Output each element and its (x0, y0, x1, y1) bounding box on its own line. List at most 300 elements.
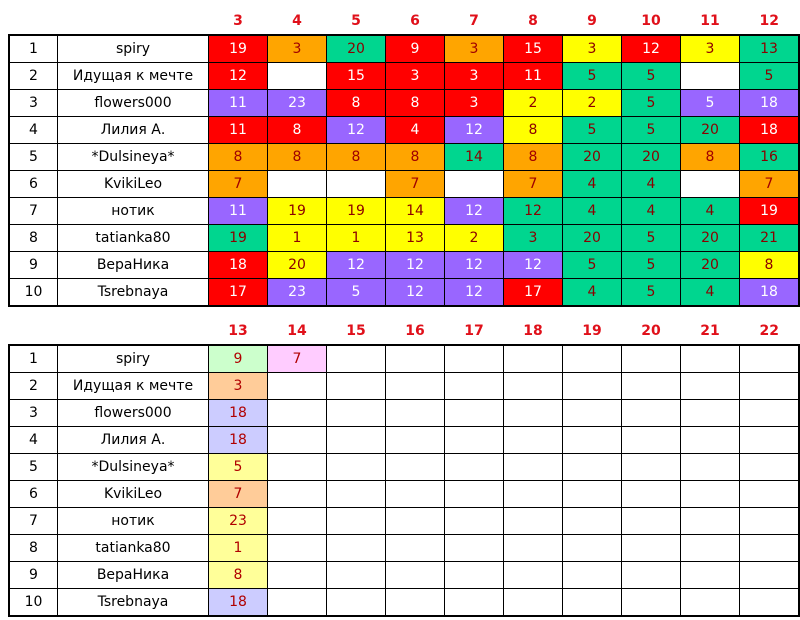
score-cell (327, 427, 386, 454)
score-cell (445, 90, 504, 117)
score-cell (209, 63, 268, 90)
score-cell (386, 252, 445, 279)
score-value: 7 (233, 176, 243, 192)
score-value: 5 (646, 68, 656, 84)
row-number: 1 (9, 35, 58, 63)
score-value: 8 (528, 122, 538, 138)
score-cell (563, 90, 622, 117)
score-cell (268, 400, 327, 427)
score-value: 12 (465, 122, 483, 138)
header-spacer (58, 318, 209, 345)
score-value: 20 (288, 257, 306, 273)
score-cell (504, 198, 563, 225)
score-cell (386, 400, 445, 427)
round-header: 7 (469, 13, 479, 29)
score-value: 8 (233, 567, 243, 583)
score-cell (327, 252, 386, 279)
table-row (9, 535, 799, 562)
table-row (9, 400, 799, 427)
score-cell (740, 481, 800, 508)
row-number: 1 (9, 345, 58, 373)
score-value: 3 (469, 95, 479, 111)
score-value: 12 (524, 203, 542, 219)
score-cell (386, 481, 445, 508)
score-cell (740, 198, 800, 225)
score-cell (268, 144, 327, 171)
score-value: 23 (288, 95, 306, 111)
score-value: 18 (229, 594, 247, 610)
score-cell (563, 427, 622, 454)
participant-name: tatianka80 (58, 535, 209, 562)
score-cell (681, 198, 740, 225)
score-value: 8 (705, 149, 715, 165)
score-cell (681, 535, 740, 562)
round-header: 6 (410, 13, 420, 29)
score-cell (209, 198, 268, 225)
score-value: 20 (347, 41, 365, 57)
score-cell (740, 171, 800, 198)
table-row (9, 252, 799, 279)
score-value: 3 (292, 41, 302, 57)
score-value: 8 (292, 122, 302, 138)
participant-name: Лилия А. (58, 427, 209, 454)
score-value: 3 (705, 41, 715, 57)
score-cell (504, 589, 563, 617)
score-cell (386, 589, 445, 617)
score-cell (268, 198, 327, 225)
score-cell (504, 345, 563, 373)
participant-name: KvikiLeo (58, 481, 209, 508)
score-cell (740, 345, 800, 373)
score-value: 5 (587, 68, 597, 84)
score-value: 2 (587, 95, 597, 111)
score-value: 18 (229, 432, 247, 448)
participant-name: Идущая к мечте (58, 63, 209, 90)
score-cell (209, 171, 268, 198)
score-cell (327, 481, 386, 508)
round-header: 12 (759, 13, 779, 29)
score-cell (740, 252, 800, 279)
score-cell (622, 562, 681, 589)
score-value: 8 (528, 149, 538, 165)
score-cell (445, 279, 504, 307)
participants-body (9, 345, 799, 616)
table-row (9, 481, 799, 508)
score-cell (504, 144, 563, 171)
score-value: 7 (410, 176, 420, 192)
score-value: 3 (410, 68, 420, 84)
row-number: 10 (9, 589, 58, 617)
score-value: 5 (646, 257, 656, 273)
participant-name: Tsrebnaya (58, 279, 209, 307)
score-cell (622, 427, 681, 454)
score-cell (622, 63, 681, 90)
score-cell (386, 279, 445, 307)
score-value: 12 (465, 203, 483, 219)
score-cell (327, 454, 386, 481)
score-value: 19 (288, 203, 306, 219)
score-cell (622, 252, 681, 279)
score-cell (563, 562, 622, 589)
score-value: 9 (410, 41, 420, 57)
score-cell (268, 508, 327, 535)
round-header: 13 (228, 323, 248, 339)
score-cell (563, 225, 622, 252)
score-value: 21 (760, 230, 778, 246)
score-value: 3 (587, 41, 597, 57)
score-cell (327, 171, 386, 198)
header-spacer (9, 318, 58, 345)
score-cell (386, 171, 445, 198)
score-cell (563, 198, 622, 225)
score-cell (563, 508, 622, 535)
participants-body (9, 35, 799, 306)
score-cell (209, 252, 268, 279)
score-value: 20 (701, 257, 719, 273)
score-cell (504, 252, 563, 279)
score-value: 8 (351, 149, 361, 165)
row-number: 9 (9, 252, 58, 279)
participant-name: flowers000 (58, 400, 209, 427)
score-cell (209, 117, 268, 144)
score-cell (563, 279, 622, 307)
score-value: 4 (646, 203, 656, 219)
scores-table-rounds-3-12 (8, 8, 800, 307)
participant-name: Идущая к мечте (58, 373, 209, 400)
table-row (9, 562, 799, 589)
table-row (9, 373, 799, 400)
round-header: 20 (641, 323, 661, 339)
score-cell (268, 535, 327, 562)
score-cell (445, 400, 504, 427)
score-cell (563, 400, 622, 427)
score-value: 8 (410, 149, 420, 165)
score-cell (268, 562, 327, 589)
score-value: 3 (469, 68, 479, 84)
score-cell (209, 225, 268, 252)
table-row (9, 225, 799, 252)
score-cell (445, 427, 504, 454)
score-cell (445, 562, 504, 589)
score-cell (740, 589, 800, 617)
score-value: 8 (292, 149, 302, 165)
score-cell (445, 535, 504, 562)
score-cell (445, 252, 504, 279)
score-cell (740, 454, 800, 481)
score-cell (681, 562, 740, 589)
score-cell (740, 508, 800, 535)
score-value: 5 (646, 122, 656, 138)
score-cell (268, 454, 327, 481)
round-header: 19 (582, 323, 602, 339)
score-value: 12 (406, 284, 424, 300)
score-cell (209, 508, 268, 535)
score-cell (622, 345, 681, 373)
score-value: 4 (705, 284, 715, 300)
score-cell (386, 454, 445, 481)
score-cell (386, 562, 445, 589)
score-cell (622, 117, 681, 144)
score-value: 8 (233, 149, 243, 165)
row-number: 4 (9, 117, 58, 144)
score-cell (209, 35, 268, 63)
score-value: 12 (406, 257, 424, 273)
score-cell (681, 117, 740, 144)
score-cell (622, 589, 681, 617)
score-cell (386, 63, 445, 90)
score-cell (386, 35, 445, 63)
score-cell (563, 589, 622, 617)
score-cell (268, 90, 327, 117)
round-header: 11 (700, 13, 720, 29)
score-value: 18 (229, 257, 247, 273)
score-cell (563, 345, 622, 373)
score-cell (622, 144, 681, 171)
score-cell (209, 400, 268, 427)
score-cell (386, 198, 445, 225)
score-cell (268, 117, 327, 144)
score-value: 18 (760, 284, 778, 300)
score-cell (740, 535, 800, 562)
score-cell (504, 63, 563, 90)
participant-name: Tsrebnaya (58, 589, 209, 617)
score-cell (622, 400, 681, 427)
score-cell (268, 63, 327, 90)
row-number: 5 (9, 144, 58, 171)
score-cell (445, 508, 504, 535)
score-value: 20 (642, 149, 660, 165)
header-spacer (9, 8, 58, 35)
participant-name: tatianka80 (58, 225, 209, 252)
table-row (9, 90, 799, 117)
score-cell (327, 198, 386, 225)
round-header-row (9, 8, 799, 35)
participant-name: нотик (58, 508, 209, 535)
score-cell (268, 171, 327, 198)
score-cell (622, 279, 681, 307)
score-value: 12 (347, 122, 365, 138)
score-cell (445, 144, 504, 171)
score-cell (504, 508, 563, 535)
score-value: 8 (764, 257, 774, 273)
scores-table (8, 318, 800, 617)
row-number: 8 (9, 225, 58, 252)
score-cell (327, 373, 386, 400)
score-cell (504, 225, 563, 252)
score-cell (504, 535, 563, 562)
score-value: 18 (229, 405, 247, 421)
score-value: 13 (406, 230, 424, 246)
score-value: 7 (233, 486, 243, 502)
score-cell (622, 198, 681, 225)
table-row (9, 589, 799, 617)
score-value: 20 (701, 122, 719, 138)
score-cell (681, 400, 740, 427)
score-cell (209, 427, 268, 454)
score-cell (563, 117, 622, 144)
score-value: 12 (229, 68, 247, 84)
score-value: 1 (351, 230, 361, 246)
row-number: 5 (9, 454, 58, 481)
score-cell (740, 117, 800, 144)
row-number: 3 (9, 400, 58, 427)
table-row (9, 345, 799, 373)
score-value: 11 (229, 95, 247, 111)
score-cell (681, 252, 740, 279)
score-cell (445, 345, 504, 373)
score-value: 12 (347, 257, 365, 273)
score-value: 15 (524, 41, 542, 57)
score-cell (681, 427, 740, 454)
score-cell (386, 144, 445, 171)
score-value: 17 (229, 284, 247, 300)
score-value: 11 (229, 122, 247, 138)
table-row (9, 117, 799, 144)
table-row (9, 279, 799, 307)
score-cell (386, 90, 445, 117)
score-value: 19 (760, 203, 778, 219)
score-cell (209, 345, 268, 373)
round-header: 5 (351, 13, 361, 29)
score-cell (504, 373, 563, 400)
score-value: 1 (292, 230, 302, 246)
score-cell (327, 279, 386, 307)
score-cell (740, 279, 800, 307)
score-cell (504, 562, 563, 589)
score-value: 5 (705, 95, 715, 111)
score-cell (445, 373, 504, 400)
round-header: 4 (292, 13, 302, 29)
score-cell (622, 373, 681, 400)
round-header: 22 (759, 323, 779, 339)
score-cell (563, 35, 622, 63)
score-value: 5 (646, 95, 656, 111)
score-cell (386, 535, 445, 562)
score-value: 12 (642, 41, 660, 57)
score-cell (268, 427, 327, 454)
score-value: 2 (528, 95, 538, 111)
score-cell (327, 400, 386, 427)
score-value: 3 (233, 378, 243, 394)
round-header: 16 (405, 323, 425, 339)
score-cell (445, 117, 504, 144)
participant-name: ВераНика (58, 252, 209, 279)
score-cell (504, 35, 563, 63)
score-value: 20 (583, 149, 601, 165)
round-header: 3 (233, 13, 243, 29)
score-value: 9 (233, 351, 243, 367)
score-cell (681, 279, 740, 307)
score-cell (327, 589, 386, 617)
score-cell (622, 454, 681, 481)
score-cell (563, 252, 622, 279)
row-number: 4 (9, 427, 58, 454)
score-cell (622, 225, 681, 252)
score-cell (386, 225, 445, 252)
score-cell (622, 171, 681, 198)
score-cell (681, 144, 740, 171)
score-cell (209, 373, 268, 400)
round-header: 21 (700, 323, 720, 339)
header-spacer (58, 8, 209, 35)
score-cell (445, 171, 504, 198)
score-cell (681, 589, 740, 617)
score-cell (327, 508, 386, 535)
score-cell (445, 481, 504, 508)
score-cell (681, 508, 740, 535)
score-cell (445, 454, 504, 481)
score-cell (740, 427, 800, 454)
score-value: 4 (587, 176, 597, 192)
score-cell (681, 481, 740, 508)
score-cell (563, 63, 622, 90)
score-cell (504, 427, 563, 454)
participant-name: spiry (58, 35, 209, 63)
score-cell (386, 373, 445, 400)
score-cell (327, 90, 386, 117)
round-header: 15 (346, 323, 366, 339)
row-number: 10 (9, 279, 58, 307)
score-value: 19 (229, 230, 247, 246)
score-cell (268, 35, 327, 63)
score-value: 4 (705, 203, 715, 219)
score-cell (740, 400, 800, 427)
score-cell (504, 454, 563, 481)
table-row (9, 427, 799, 454)
score-cell (268, 225, 327, 252)
scores-table-rounds-13-22 (8, 318, 800, 617)
score-value: 5 (351, 284, 361, 300)
score-cell (445, 225, 504, 252)
participant-name: *Dulsineya* (58, 144, 209, 171)
score-value: 14 (406, 203, 424, 219)
round-header-row (9, 318, 799, 345)
score-cell (622, 90, 681, 117)
score-cell (681, 90, 740, 117)
score-cell (209, 481, 268, 508)
score-value: 18 (760, 95, 778, 111)
score-value: 5 (646, 230, 656, 246)
participant-name: *Dulsineya* (58, 454, 209, 481)
score-cell (327, 535, 386, 562)
score-value: 5 (233, 459, 243, 475)
score-value: 7 (292, 351, 302, 367)
score-cell (563, 454, 622, 481)
score-cell (740, 144, 800, 171)
table-row (9, 198, 799, 225)
score-value: 19 (347, 203, 365, 219)
score-value: 11 (524, 68, 542, 84)
score-cell (504, 481, 563, 508)
round-header: 18 (523, 323, 543, 339)
score-cell (740, 562, 800, 589)
score-cell (563, 144, 622, 171)
score-value: 12 (524, 257, 542, 273)
table-row (9, 454, 799, 481)
score-value: 19 (229, 41, 247, 57)
round-header: 8 (528, 13, 538, 29)
score-cell (504, 117, 563, 144)
score-cell (681, 454, 740, 481)
score-cell (327, 225, 386, 252)
score-value: 7 (528, 176, 538, 192)
table-row (9, 63, 799, 90)
table-row (9, 508, 799, 535)
row-number: 2 (9, 373, 58, 400)
score-cell (622, 481, 681, 508)
row-number: 3 (9, 90, 58, 117)
participant-name: flowers000 (58, 90, 209, 117)
